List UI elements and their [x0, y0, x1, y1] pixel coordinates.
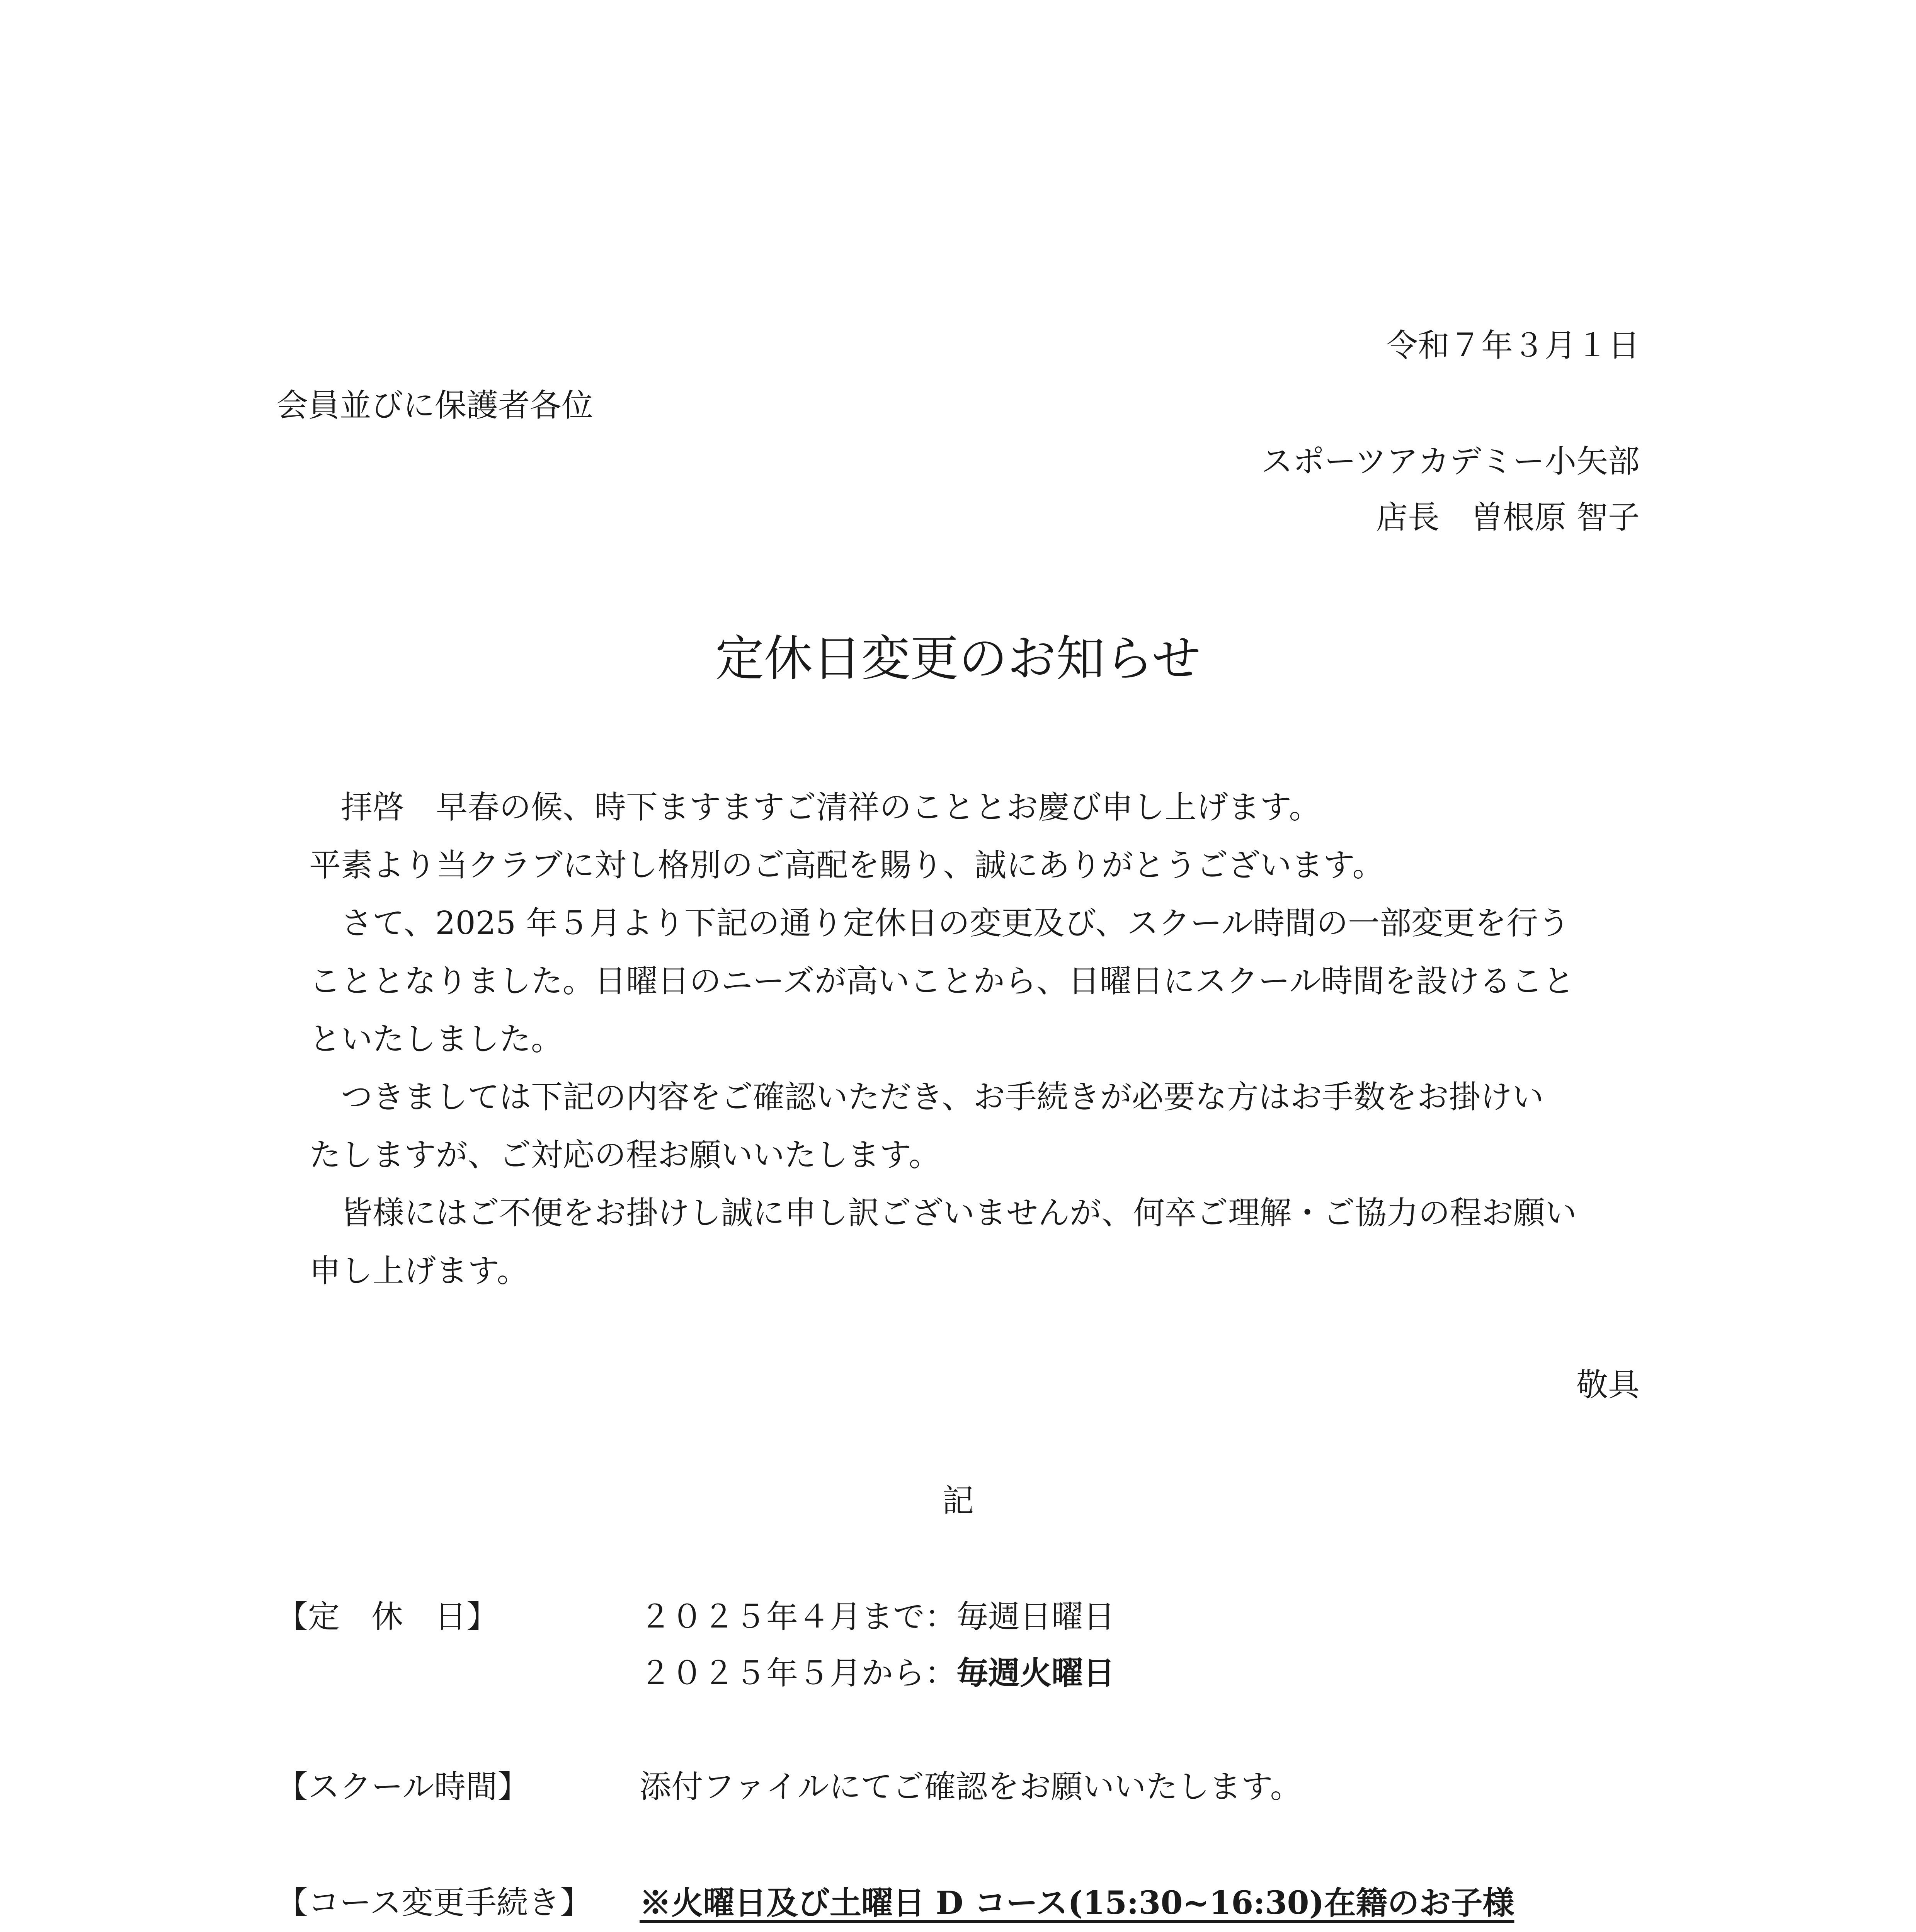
body-line: といたしました。: [309, 1021, 563, 1058]
body-line: 平素より当クラブに対し格別のご高配を賜り、誠にありがとうございます。: [309, 847, 1384, 884]
closing-keigu: 敬具: [1576, 1367, 1640, 1403]
body-line: たしますが、ご対応の程お願いいたします。: [309, 1137, 941, 1173]
sender-organization: スポーツアカデミー小矢部: [1261, 443, 1640, 480]
holiday-after-prefix: ２０２５年５月から：: [640, 1655, 957, 1692]
sender-person: 店長 曽根原 智子: [1376, 499, 1640, 536]
school-label: 【スクール時間】: [276, 1769, 529, 1805]
ki-heading: 記: [942, 1483, 974, 1519]
body-line: こととなりました。日曜日のニーズが高いことから、日曜日にスクール時間を設けること: [309, 963, 1575, 1000]
holiday-after-day: 毎週火曜日: [956, 1655, 1115, 1692]
holiday-after: [640, 1654, 1115, 1693]
document-date: 令和７年３月１日: [1386, 327, 1640, 364]
body-line: 拝啓 早春の候、時下ますますご清祥のこととお慶び申し上げます。: [341, 789, 1321, 826]
body-line: 申し上げます。: [309, 1253, 529, 1289]
recipient: 会員並びに保護者各位: [276, 387, 594, 424]
holiday-before: ２０２５年４月まで：毎週日曜日: [640, 1599, 1115, 1635]
body-line: 皆様にはご不便をお掛けし誠に申し訳ございませんが、何卒ご理解・ご協力の程お願い: [341, 1195, 1577, 1231]
course-label: 【コース変更手続き】: [276, 1884, 592, 1921]
school-value: 添付ファイルにてご確認をお願いいたします。: [640, 1769, 1302, 1805]
course-target: ※火曜日及び土曜日 D コース(15:30~16:30)在籍のお子様: [640, 1884, 1514, 1922]
document-title: 定休日変更のお知らせ: [715, 630, 1201, 687]
body-line: さて、2025 年５月より下記の通り定休日の変更及び、スクール時間の一部変更を行う: [341, 905, 1570, 942]
holiday-label: 【定 休 日】: [276, 1599, 499, 1635]
body-line: つきましては下記の内容をご確認いただき、お手続きが必要な方はお手数をお掛けい: [341, 1079, 1544, 1116]
